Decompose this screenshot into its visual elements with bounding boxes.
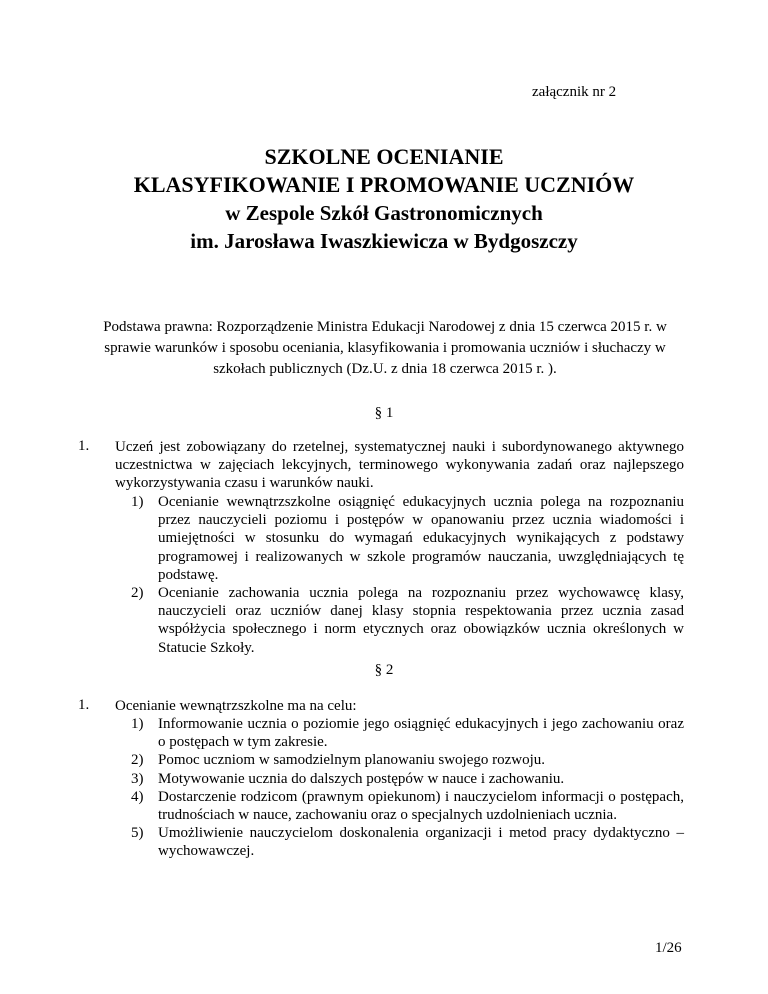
- list-item-number: 4): [131, 788, 144, 805]
- annex-label: załącznik nr 2: [532, 84, 617, 100]
- section-2-heading: § 2: [374, 662, 394, 678]
- list-item-text: Dostarczenie rodzicom (prawnym opiekunom) i nauczycielom informacji o postępach, trudnościach w nauce, zachowaniu oraz o specjalnych uzdolnieniach ucznia.: [158, 788, 684, 824]
- list-item: [131, 770, 684, 788]
- list-item-number: 1): [131, 494, 144, 510]
- list-item-number: 5): [131, 825, 144, 842]
- title-line-2: KLASYFIKOWANIE I PROMOWANIE UCZNIÓW: [133, 172, 635, 197]
- section-1-heading: § 1: [374, 405, 394, 421]
- section-1-point-number: 1.: [78, 438, 90, 454]
- list-item-number: 2): [131, 752, 144, 769]
- title-line-1: SZKOLNE OCENIANIE: [264, 144, 504, 169]
- list-item-text: Pomoc uczniom w samodzielnym planowaniu swojego rozwoju.: [158, 752, 546, 769]
- list-item-text: Ocenianie zachowania ucznia polega na rozpoznaniu przez wychowawcę klasy, nauczycieli oraz uczniów danej klasy stopnia respektowania przez ucznia zasad współżycia społecznego i norm etycznych oraz obowiązków ucznia określonych w Statucie Szkoły.: [158, 585, 684, 656]
- list-item-text: Umożliwienie nauczycielom doskonalenia organizacji i metod pracy dydaktyczno – wychowawczej.: [158, 825, 684, 860]
- list-item: [131, 824, 684, 860]
- list-item: [131, 788, 684, 824]
- list-item-number: 1): [131, 716, 144, 732]
- document-title: [0, 143, 768, 255]
- title-line-3: w Zespole Szkół Gastronomicznych: [225, 201, 543, 225]
- list-item-text: Informowanie ucznia o poziomie jego osiągnięć edukacyjnych i jego zachowaniu oraz o postępach w tym zakresie.: [158, 716, 684, 751]
- list-item-text: Ocenianie wewnątrzszkolne osiągnięć edukacyjnych ucznia polega na rozpoznaniu przez nauczycieli poziomu i postępów w opanowaniu przez ucznia wiadomości i umiejętności w stosunku do wymagań edukacyjnych wynikających z podstawy programowej i realizowanych w szkole programów nauczania, uwzględniających tę podstawę.: [158, 494, 684, 583]
- section-1-point-text: Uczeń jest zobowiązany do rzetelnej, systematycznej nauki i subordynowanego aktywnego uczestnictwa w zajęciach lekcyjnych, terminowego wykonywania zadań oraz najlepszego wykorzystywania czasu i warunków nauki.: [115, 439, 684, 492]
- section-2-point-text: Ocenianie wewnątrzszkolne ma na celu:: [115, 698, 357, 714]
- section-1-list: [131, 493, 684, 657]
- list-item-number: 3): [131, 770, 144, 787]
- list-item: [131, 715, 684, 751]
- list-item: [131, 493, 684, 584]
- section-2-point-number: 1.: [78, 697, 90, 713]
- list-item: [131, 584, 684, 657]
- list-item-number: 2): [131, 585, 144, 602]
- list-item-text: Motywowanie ucznia do dalszych postępów w nauce i zachowaniu.: [158, 770, 565, 787]
- page-number: 1/26: [655, 940, 682, 956]
- section-2-list: [131, 715, 684, 861]
- list-item: [131, 751, 684, 769]
- title-line-4: im. Jarosława Iwaszkiewicza w Bydgoszczy: [190, 229, 578, 253]
- legal-basis: Podstawa prawna: Rozporządzenie Ministra Edukacji Narodowej z dnia 15 czerwca 2015 r. w sprawie warunków i sposobu oceniania, klasyfikowania i promowania uczniów i słuchaczy w szkołach publicznych (Dz.U. z dnia 18 czerwca 2015 r. ).: [103, 319, 667, 377]
